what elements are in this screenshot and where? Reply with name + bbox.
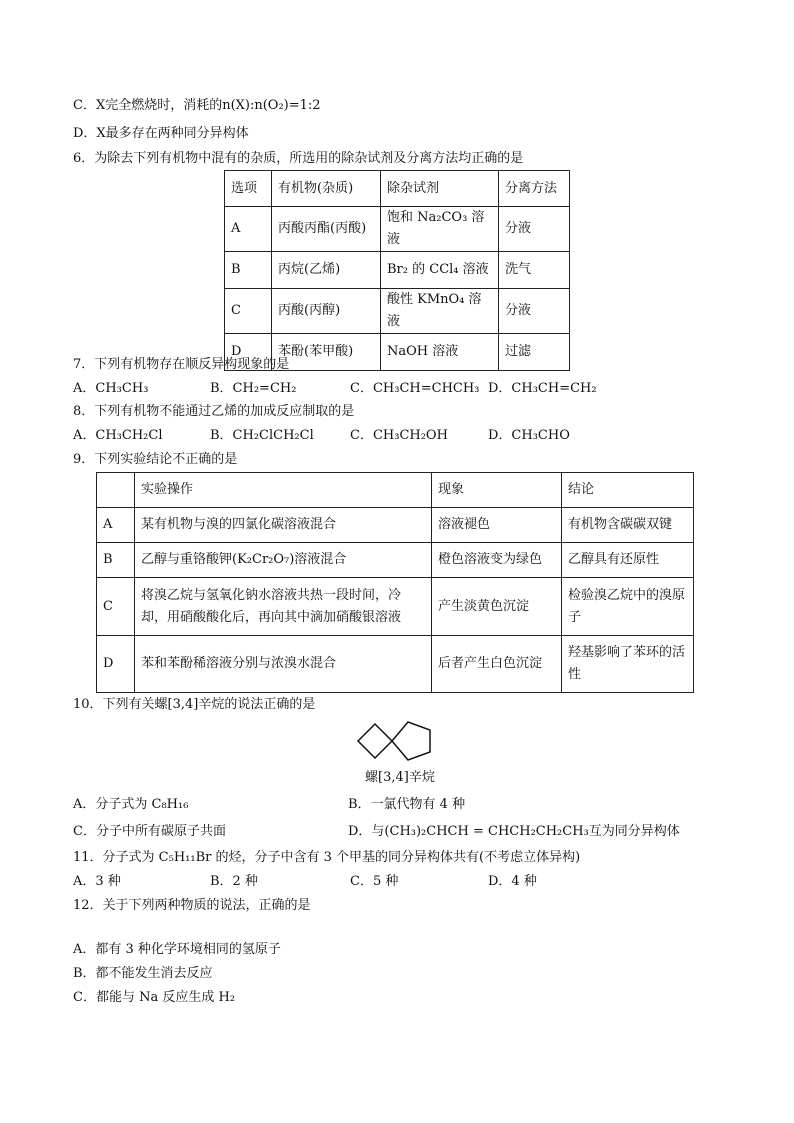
q7-option-b: B．CH₂=CH₂ xyxy=(210,381,297,396)
table-cell: 苯酚(苯甲酸) xyxy=(272,334,381,371)
q7-option-c: C．CH₃CH=CHCH₃ xyxy=(350,381,480,396)
q8-option-d: D．CH₃CHO xyxy=(488,428,570,443)
q10-option-b: B．一氯代物有 4 种 xyxy=(348,797,466,812)
q11-option-c: C．5 种 xyxy=(350,874,399,889)
table-cell: 产生淡黄色沉淀 xyxy=(432,578,562,636)
table-cell: 丙酸(丙醇) xyxy=(272,289,381,334)
table-row xyxy=(97,543,694,578)
table-cell: 洗气 xyxy=(499,252,570,289)
q12-option-c: C．都能与 Na 反应生成 H₂ xyxy=(73,990,236,1005)
q5-option-d: D．X最多存在两种同分异构体 xyxy=(73,126,249,141)
q11-option-d: D．4 种 xyxy=(488,874,537,889)
q8-stem: 8．下列有机物不能通过乙烯的加成反应制取的是 xyxy=(73,404,355,419)
table-cell: 丙烷(乙烯) xyxy=(272,252,381,289)
table-cell: A xyxy=(225,207,272,252)
q7-stem: 7．下列有机物存在顺反异构现象的是 xyxy=(73,357,290,372)
table-cell: 苯和苯酚稀溶液分别与浓溴水混合 xyxy=(135,636,432,693)
table-cell: 溶液褪色 xyxy=(432,508,562,543)
table-cell: D xyxy=(225,334,272,371)
table-cell: 过滤 xyxy=(499,334,570,371)
table-cell: 饱和 Na₂CO₃ 溶液 xyxy=(381,207,499,252)
table-row xyxy=(97,578,694,636)
table-cell: 橙色溶液变为绿色 xyxy=(432,543,562,578)
table-cell: Br₂ 的 CCl₄ 溶液 xyxy=(381,252,499,289)
table-row xyxy=(225,289,570,334)
q9-header: 实验操作 xyxy=(135,473,432,508)
table-row xyxy=(97,636,694,693)
q9-header: 结论 xyxy=(562,473,694,508)
q8-option-a: A．CH₃CH₂Cl xyxy=(73,428,163,443)
structure-caption: 螺[3,4]辛烷 xyxy=(365,770,435,785)
q7-option-d: D．CH₃CH=CH₂ xyxy=(488,381,597,396)
q9-stem: 9．下列实验结论不正确的是 xyxy=(73,452,238,467)
table-cell: 将溴乙烷与氢氧化钠水溶液共热一段时间，冷却，用硝酸酸化后，再向其中滴加硝酸银溶液 xyxy=(135,578,432,636)
q5-option-c: C．X完全燃烧时，消耗的n(X):n(O₂)=1:2 xyxy=(73,98,321,113)
q11-stem: 11．分子式为 C₅H₁₁Br 的烃，分子中含有 3 个甲基的同分异构体共有(不考虑立体异构) xyxy=(73,850,581,865)
table-cell: B xyxy=(97,543,135,578)
table-cell: 分液 xyxy=(499,289,570,334)
table-cell: A xyxy=(97,508,135,543)
table-cell: 某有机物与溴的四氯化碳溶液混合 xyxy=(135,508,432,543)
table-cell: 丙酸丙酯(丙酸) xyxy=(272,207,381,252)
q11-option-a: A．3 种 xyxy=(73,874,121,889)
q9-table xyxy=(96,472,694,693)
q6-header: 分离方法 xyxy=(499,171,570,207)
table-cell: 分液 xyxy=(499,207,570,252)
table-cell: C xyxy=(225,289,272,334)
q12-option-a: A．都有 3 种化学环境相同的氢原子 xyxy=(73,942,281,957)
q10-stem: 10．下列有关螺[3,4]辛烷的说法正确的是 xyxy=(73,697,316,712)
table-cell: C xyxy=(97,578,135,636)
q7-option-a: A．CH₃CH₃ xyxy=(73,381,149,396)
q10-option-a: A．分子式为 C₈H₁₆ xyxy=(73,797,189,812)
table-cell: B xyxy=(225,252,272,289)
table-cell: 后者产生白色沉淀 xyxy=(432,636,562,693)
q6-header: 除杂试剂 xyxy=(381,171,499,207)
q8-option-b: B．CH₂ClCH₂Cl xyxy=(210,428,314,443)
table-cell: 检验溴乙烷中的溴原子 xyxy=(562,578,694,636)
table-cell: 有机物含碳碳双键 xyxy=(562,508,694,543)
q12-option-b: B．都不能发生消去反应 xyxy=(73,966,213,981)
table-row xyxy=(225,207,570,252)
table-cell: 乙醇与重铬酸钾(K₂Cr₂O₇)溶液混合 xyxy=(135,543,432,578)
q6-header: 选项 xyxy=(225,171,272,207)
table-cell: D xyxy=(97,636,135,693)
table-cell: 羟基影响了苯环的活性 xyxy=(562,636,694,693)
q11-option-b: B．2 种 xyxy=(210,874,258,889)
table-cell: NaOH 溶液 xyxy=(381,334,499,371)
table-cell: 酸性 KMnO₄ 溶液 xyxy=(381,289,499,334)
q9-header: 现象 xyxy=(432,473,562,508)
q6-header: 有机物(杂质) xyxy=(272,171,381,207)
q10-option-d: D．与(CH₃)₂CHCH = CHCH₂CH₂CH₃互为同分异构体 xyxy=(348,824,680,839)
q6-table xyxy=(224,170,570,371)
spiro-octane-structure xyxy=(350,716,450,766)
q9-header xyxy=(97,473,135,508)
table-row xyxy=(225,252,570,289)
table-row xyxy=(97,508,694,543)
q6-stem: 6．为除去下列有机物中混有的杂质，所选用的除杂试剂及分离方法均正确的是 xyxy=(73,151,524,166)
q8-option-c: C．CH₃CH₂OH xyxy=(350,428,448,443)
table-cell: 乙醇具有还原性 xyxy=(562,543,694,578)
q10-option-c: C．分子中所有碳原子共面 xyxy=(73,824,226,839)
q12-stem: 12．关于下列两种物质的说法，正确的是 xyxy=(73,898,311,913)
